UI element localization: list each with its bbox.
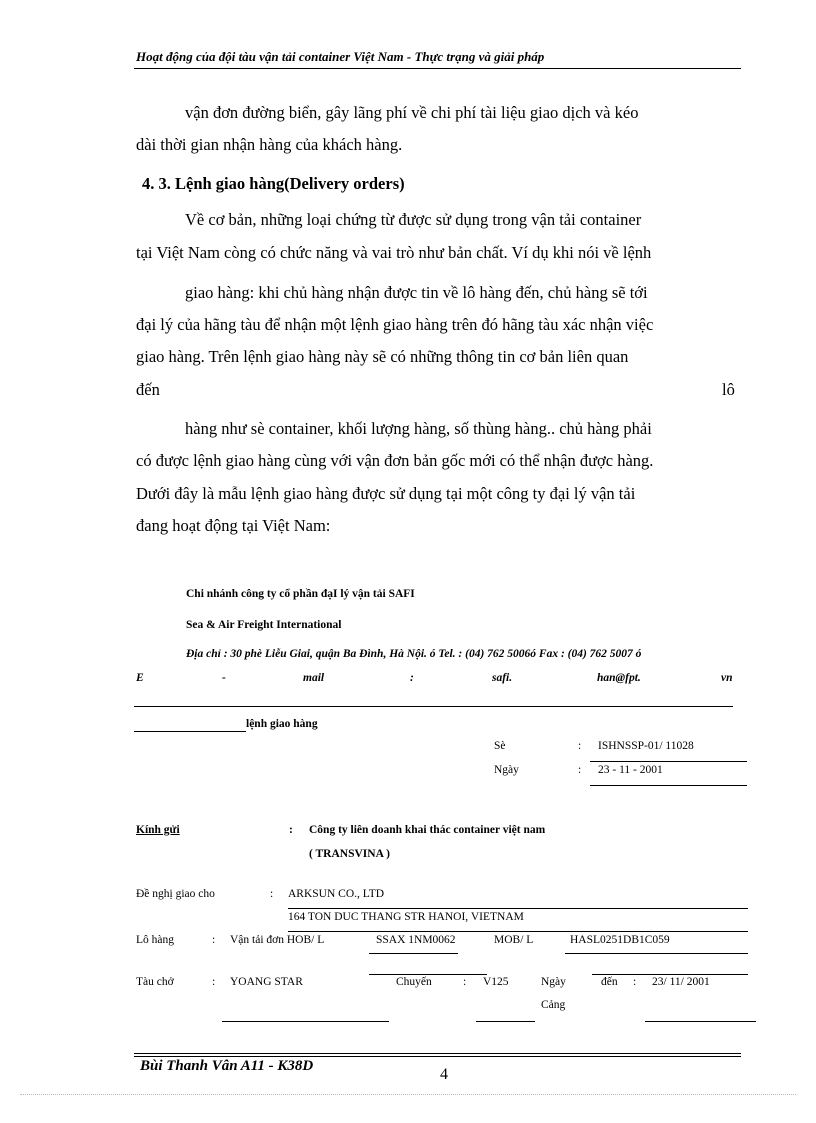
colon: : (578, 740, 582, 752)
footer-rule (134, 1053, 741, 1054)
so-value: ISHNSSP-01/ 11028 (598, 740, 694, 752)
running-header: Hoạt động của đội tàu vận tải container Việt Nam - Thực trạng và giải pháp (136, 49, 545, 64)
kinh-gui-value-2: ( TRANSVINA ) (309, 848, 390, 860)
chuyen-label: Chuyến (396, 976, 432, 988)
body-line: giao hàng: khi chủ hàng nhận được tin về lô hàng đến, chủ hàng sẽ tới (185, 283, 648, 302)
body-line: Dưới đây là mẫu lệnh giao hàng được sử dụng tại một công ty đại lý vận tải (136, 484, 636, 503)
colon: : (289, 824, 293, 836)
tau-cho-label: Tàu chở (136, 976, 174, 988)
email-part: safi. (492, 672, 513, 684)
body-line: đến (136, 380, 160, 399)
page-number: 4 (440, 1066, 448, 1083)
field-rule (590, 785, 747, 786)
field-rule (369, 953, 458, 954)
chuyen-value: V125 (483, 976, 509, 988)
email-part: mail (303, 672, 325, 684)
field-rule (369, 974, 487, 975)
van-tai-don-label: Vận tải đơn HOB/ L (230, 934, 325, 946)
company-address: Địa chỉ : 30 phè Liễu Giai, quận Ba Đình, Hà Nội. ó Tel. : (04) 762 5006ó Fax : (04) 762 5007 ó (186, 648, 642, 660)
footer-author: Bùi Thanh Vân A11 - K38D (140, 1058, 314, 1074)
page-edge (20, 1094, 796, 1095)
de-nghi-value: ARKSUN CO., LTD (288, 888, 385, 900)
field-rule (645, 1021, 756, 1022)
body-line: có được lệnh giao hàng cùng với vận đơn bản gốc mới có thể nhận được hàng. (136, 451, 654, 470)
email-part: E (136, 672, 144, 684)
den-label: đến (601, 976, 618, 988)
lo-hang-label: Lô hàng (136, 934, 175, 946)
colon: : (633, 976, 637, 988)
company-name: Chi nhánh công ty cổ phần đạI lý vận tải SAFI (186, 588, 415, 600)
letterhead-rule (134, 706, 733, 707)
document-title: lệnh giao hàng (246, 718, 318, 730)
cang-label: Cảng (541, 999, 566, 1011)
field-rule (288, 931, 748, 932)
tau-cho-value: YOANG STAR (230, 976, 303, 988)
body-line: dài thời gian nhận hàng của khách hàng. (136, 135, 403, 154)
ngay-den-label: Ngày (541, 976, 566, 988)
colon: : (212, 934, 216, 946)
body-line: Về cơ bản, những loại chứng từ được sử dụng trong vận tải container (185, 210, 642, 229)
body-line: giao hàng. Trên lệnh giao hàng này sẽ có những thông tin cơ bản liên quan (136, 347, 629, 366)
body-line: hàng như sè container, khối lượng hàng, số thùng hàng.. chủ hàng phải (185, 419, 652, 438)
mob-label: MOB/ L (494, 934, 534, 946)
colon: : (270, 888, 274, 900)
address-value: 164 TON DUC THANG STR HANOI, VIETNAM (288, 911, 524, 923)
van-tai-don-value: SSAX 1NM0062 (376, 934, 456, 946)
section-heading: 4. 3. Lệnh giao hàng(Delivery orders) (142, 174, 405, 193)
body-line: tại Việt Nam còng có chức năng và vai trò như bản chất. Ví dụ khi nói về lệnh (136, 243, 652, 262)
ngay-den-value: 23/ 11/ 2001 (652, 976, 710, 988)
body-line: đang hoạt động tại Việt Nam: (136, 516, 331, 535)
header-rule (134, 68, 741, 69)
field-rule (288, 908, 748, 909)
field-rule (590, 761, 747, 762)
email-part: han@fpt. (597, 672, 641, 684)
footer-rule (134, 1056, 741, 1057)
body-line: vận đơn đường biển, gây lãng phí về chi phí tài liệu giao dịch và kéo (185, 103, 639, 122)
colon: : (578, 764, 582, 776)
kinh-gui-value: Công ty liên doanh khai thác container việt nam (309, 824, 546, 836)
title-underline (134, 731, 246, 732)
field-rule (565, 953, 748, 954)
body-line: đại lý của hãng tàu để nhận một lệnh giao hàng trên đó hãng tàu xác nhận việc (136, 315, 654, 334)
de-nghi-label: Đề nghị giao cho (136, 888, 215, 900)
ngay-label: Ngày (494, 764, 519, 776)
field-rule (222, 1021, 389, 1022)
field-rule (592, 974, 748, 975)
mob-value: HASL0251DB1C059 (570, 934, 670, 946)
email-part: - (222, 672, 226, 684)
colon: : (212, 976, 216, 988)
colon: : (463, 976, 467, 988)
email-part: vn (721, 672, 733, 684)
ngay-value: 23 - 11 - 2001 (598, 764, 663, 776)
so-label: Sè (494, 740, 506, 752)
kinh-gui-label: Kính gửi (136, 824, 180, 836)
email-part: : (410, 672, 414, 684)
body-line: lô (722, 380, 735, 399)
company-name-en: Sea & Air Freight International (186, 619, 342, 631)
field-rule (476, 1021, 535, 1022)
